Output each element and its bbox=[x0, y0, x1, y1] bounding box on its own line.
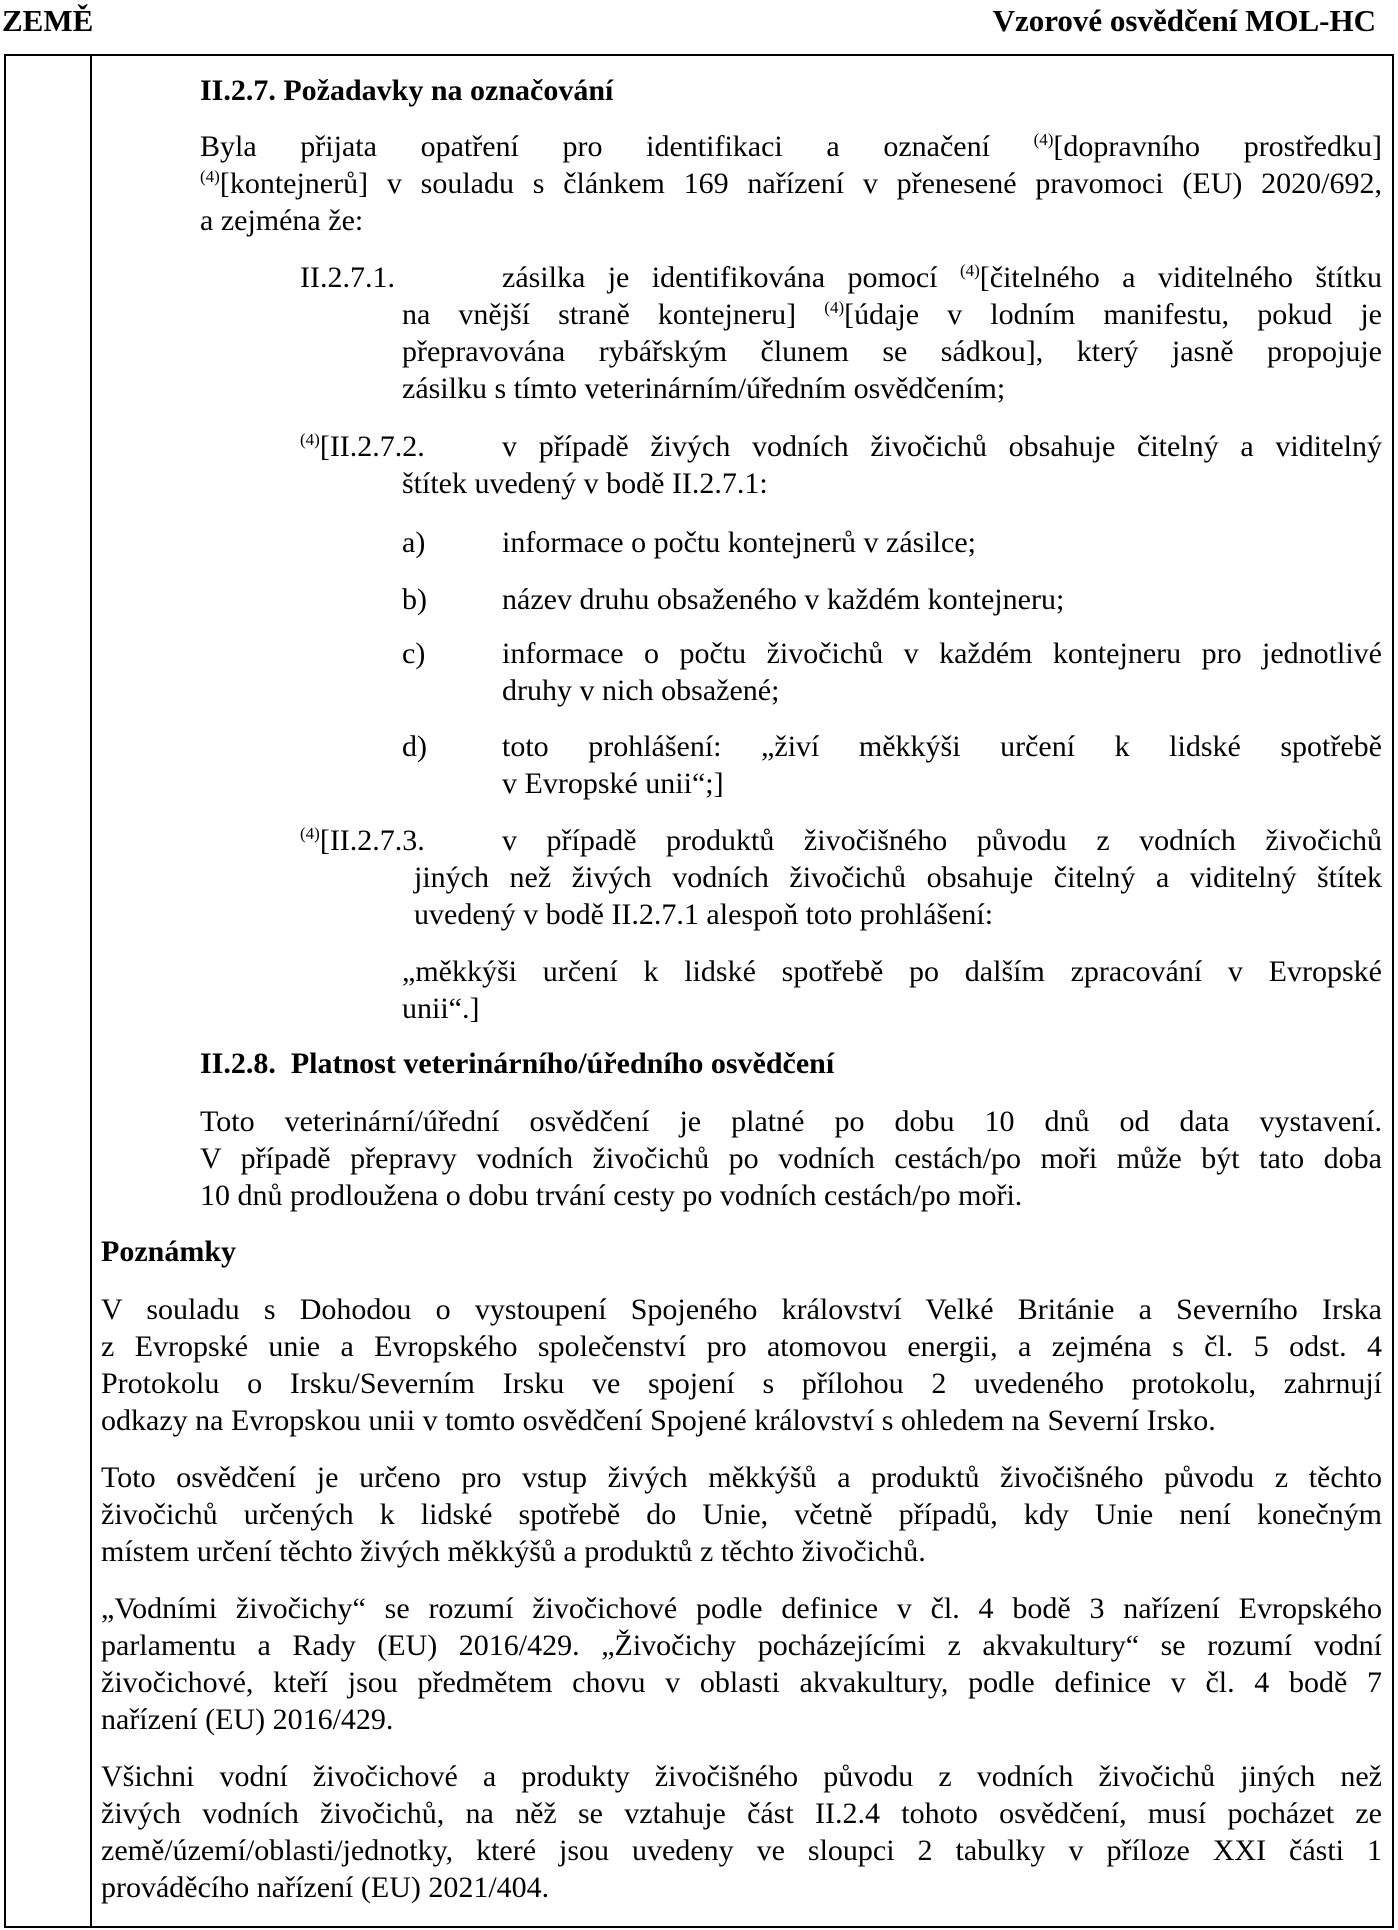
body-line-3: 10 dnů prodloužena o dobu trvání cesty po vodních cestách/po moři. bbox=[200, 1179, 1023, 1212]
paragraph-line: živých vodních živočichů, na něž se vztahuje část II.2.4 tohoto osvědčení, musí pocházet ze bbox=[101, 1797, 1382, 1830]
item-line-2: jiných než živých vodních živočichů obsahuje čitelný a viditelný štítek bbox=[414, 861, 1382, 894]
section-heading-ii-2-8: II.2.8. Platnost veterinárního/úředního osvědčení bbox=[200, 1047, 835, 1080]
paragraph-line: živočichové, kteří jsou předmětem chovu v oblasti akvakultury, podle definice v čl. 4 bodě 7 bbox=[101, 1666, 1382, 1699]
paragraph-line: z Evropské unie a Evropského společenství pro atomovou energii, a zejména s čl. 5 odst. 4 bbox=[101, 1330, 1382, 1363]
paragraph-line: V souladu s Dohodou o vystoupení Spojeného království Velké Británie a Severního Irska bbox=[101, 1293, 1382, 1326]
sub-item-b-text: název druhu obsaženého v každém kontejneru; bbox=[502, 583, 1065, 616]
paragraph-line: „Vodními živočichy“ se rozumí živočichové podle definice v čl. 4 bodě 3 nařízení Evropského bbox=[101, 1592, 1382, 1625]
item-line-3: uvedený v bodě II.2.7.1 alespoň toto prohlášení: bbox=[414, 898, 994, 931]
paragraph-line: prováděcího nařízení (EU) 2021/404. bbox=[101, 1871, 550, 1904]
item-number: $^{(4)}$[II.2.7.3. bbox=[300, 824, 425, 857]
item-line-2: na vnější straně kontejneru] $^{(4)}$[údaje v lodním manifestu, pokud je bbox=[402, 298, 1382, 331]
paragraph-line: země/území/oblasti/jednotky, které jsou uvedeny ve sloupci 2 tabulky v příloze XXI části 1 bbox=[101, 1834, 1382, 1867]
header-certificate-title: Vzorové osvědčení MOL-HC bbox=[992, 3, 1376, 38]
sub-item-d-line-1: toto prohlášení: „živí měkkýši určení k lidské spotřebě bbox=[502, 730, 1382, 763]
paragraph-line: parlamentu a Rady (EU) 2016/429. „Živočichy pocházejícími z akvakultury“ se rozumí vodní bbox=[101, 1629, 1382, 1662]
paragraph-line: Všichni vodní živočichové a produkty živočišného původu z vodních živočichů jiných než bbox=[101, 1760, 1382, 1793]
sub-item-d-line-2: v Evropské unii“;] bbox=[502, 767, 724, 800]
paragraph-line: živočichů určených k lidské spotřebě do Unie, včetně případů, kdy Unie není konečným bbox=[101, 1498, 1382, 1531]
intro-line-3: a zejména že: bbox=[200, 204, 364, 237]
quote-line-1: „měkkýši určení k lidské spotřebě po dalším zpracování v Evropské bbox=[402, 955, 1382, 988]
body-line-1: Toto veterinární/úřední osvědčení je platné po dobu 10 dnů od data vystavení. bbox=[200, 1105, 1382, 1138]
column-divider bbox=[90, 56, 92, 1926]
item-line-4: zásilku s tímto veterinárním/úředním osvědčením; bbox=[402, 372, 1006, 405]
body-line-2: V případě přepravy vodních živočichů po vodních cestách/po moři může být tato doba bbox=[200, 1142, 1382, 1175]
item-line-1: v případě produktů živočišného původu z vodních živočichů bbox=[502, 824, 1382, 857]
paragraph-line: odkazy na Evropskou unii v tomto osvědčení Spojené království s ohledem na Severní Irsko. bbox=[101, 1404, 1216, 1437]
item-line-1: v případě živých vodních živočichů obsahuje čitelný a viditelný bbox=[502, 430, 1382, 463]
sub-item-label-c: c) bbox=[402, 637, 426, 670]
sub-item-label-b: b) bbox=[402, 583, 427, 616]
intro-line-2: $^{(4)}$[kontejnerů] v souladu s článkem 169 nařízení v přenesené pravomoci (EU) 2020/692, bbox=[200, 167, 1382, 200]
item-line-3: přepravována rybářským člunem se sádkou], který jasně propojuje bbox=[402, 335, 1382, 368]
item-number: II.2.7.1. bbox=[300, 261, 395, 294]
item-number: $^{(4)}$[II.2.7.2. bbox=[300, 430, 425, 463]
notes-heading: Poznámky bbox=[101, 1235, 236, 1268]
paragraph-line: Toto osvědčení je určeno pro vstup živých měkkýšů a produktů živočišného původu z těchto bbox=[101, 1461, 1382, 1494]
quote-line-2: unii“.] bbox=[402, 992, 480, 1025]
sub-item-a-text: informace o počtu kontejnerů v zásilce; bbox=[502, 526, 976, 559]
intro-line-1: Byla přijata opatření pro identifikaci a označení $^{(4)}$[dopravního prostředku] bbox=[200, 130, 1382, 163]
section-heading-ii-2-7: II.2.7. Požadavky na označování bbox=[200, 74, 614, 107]
sub-item-label-a: a) bbox=[402, 526, 426, 559]
item-line-1: zásilka je identifikována pomocí $^{(4)}$[čitelného a viditelného štítku bbox=[502, 261, 1382, 294]
header-country: ZEMĚ bbox=[2, 3, 94, 38]
paragraph-line: místem určení těchto živých měkkýšů a produktů z těchto živočichů. bbox=[101, 1535, 926, 1568]
sub-item-label-d: d) bbox=[402, 730, 427, 763]
paragraph-line: nařízení (EU) 2016/429. bbox=[101, 1703, 394, 1736]
item-line-2: štítek uvedený v bodě II.2.7.1: bbox=[402, 467, 768, 500]
sub-item-c-line-1: informace o počtu živočichů v každém kontejneru pro jednotlivé bbox=[502, 637, 1382, 670]
paragraph-line: Protokolu o Irsku/Severním Irsku ve spojení s přílohou 2 uvedeného protokolu, zahrnují bbox=[101, 1367, 1382, 1400]
sub-item-c-line-2: druhy v nich obsažené; bbox=[502, 674, 780, 707]
